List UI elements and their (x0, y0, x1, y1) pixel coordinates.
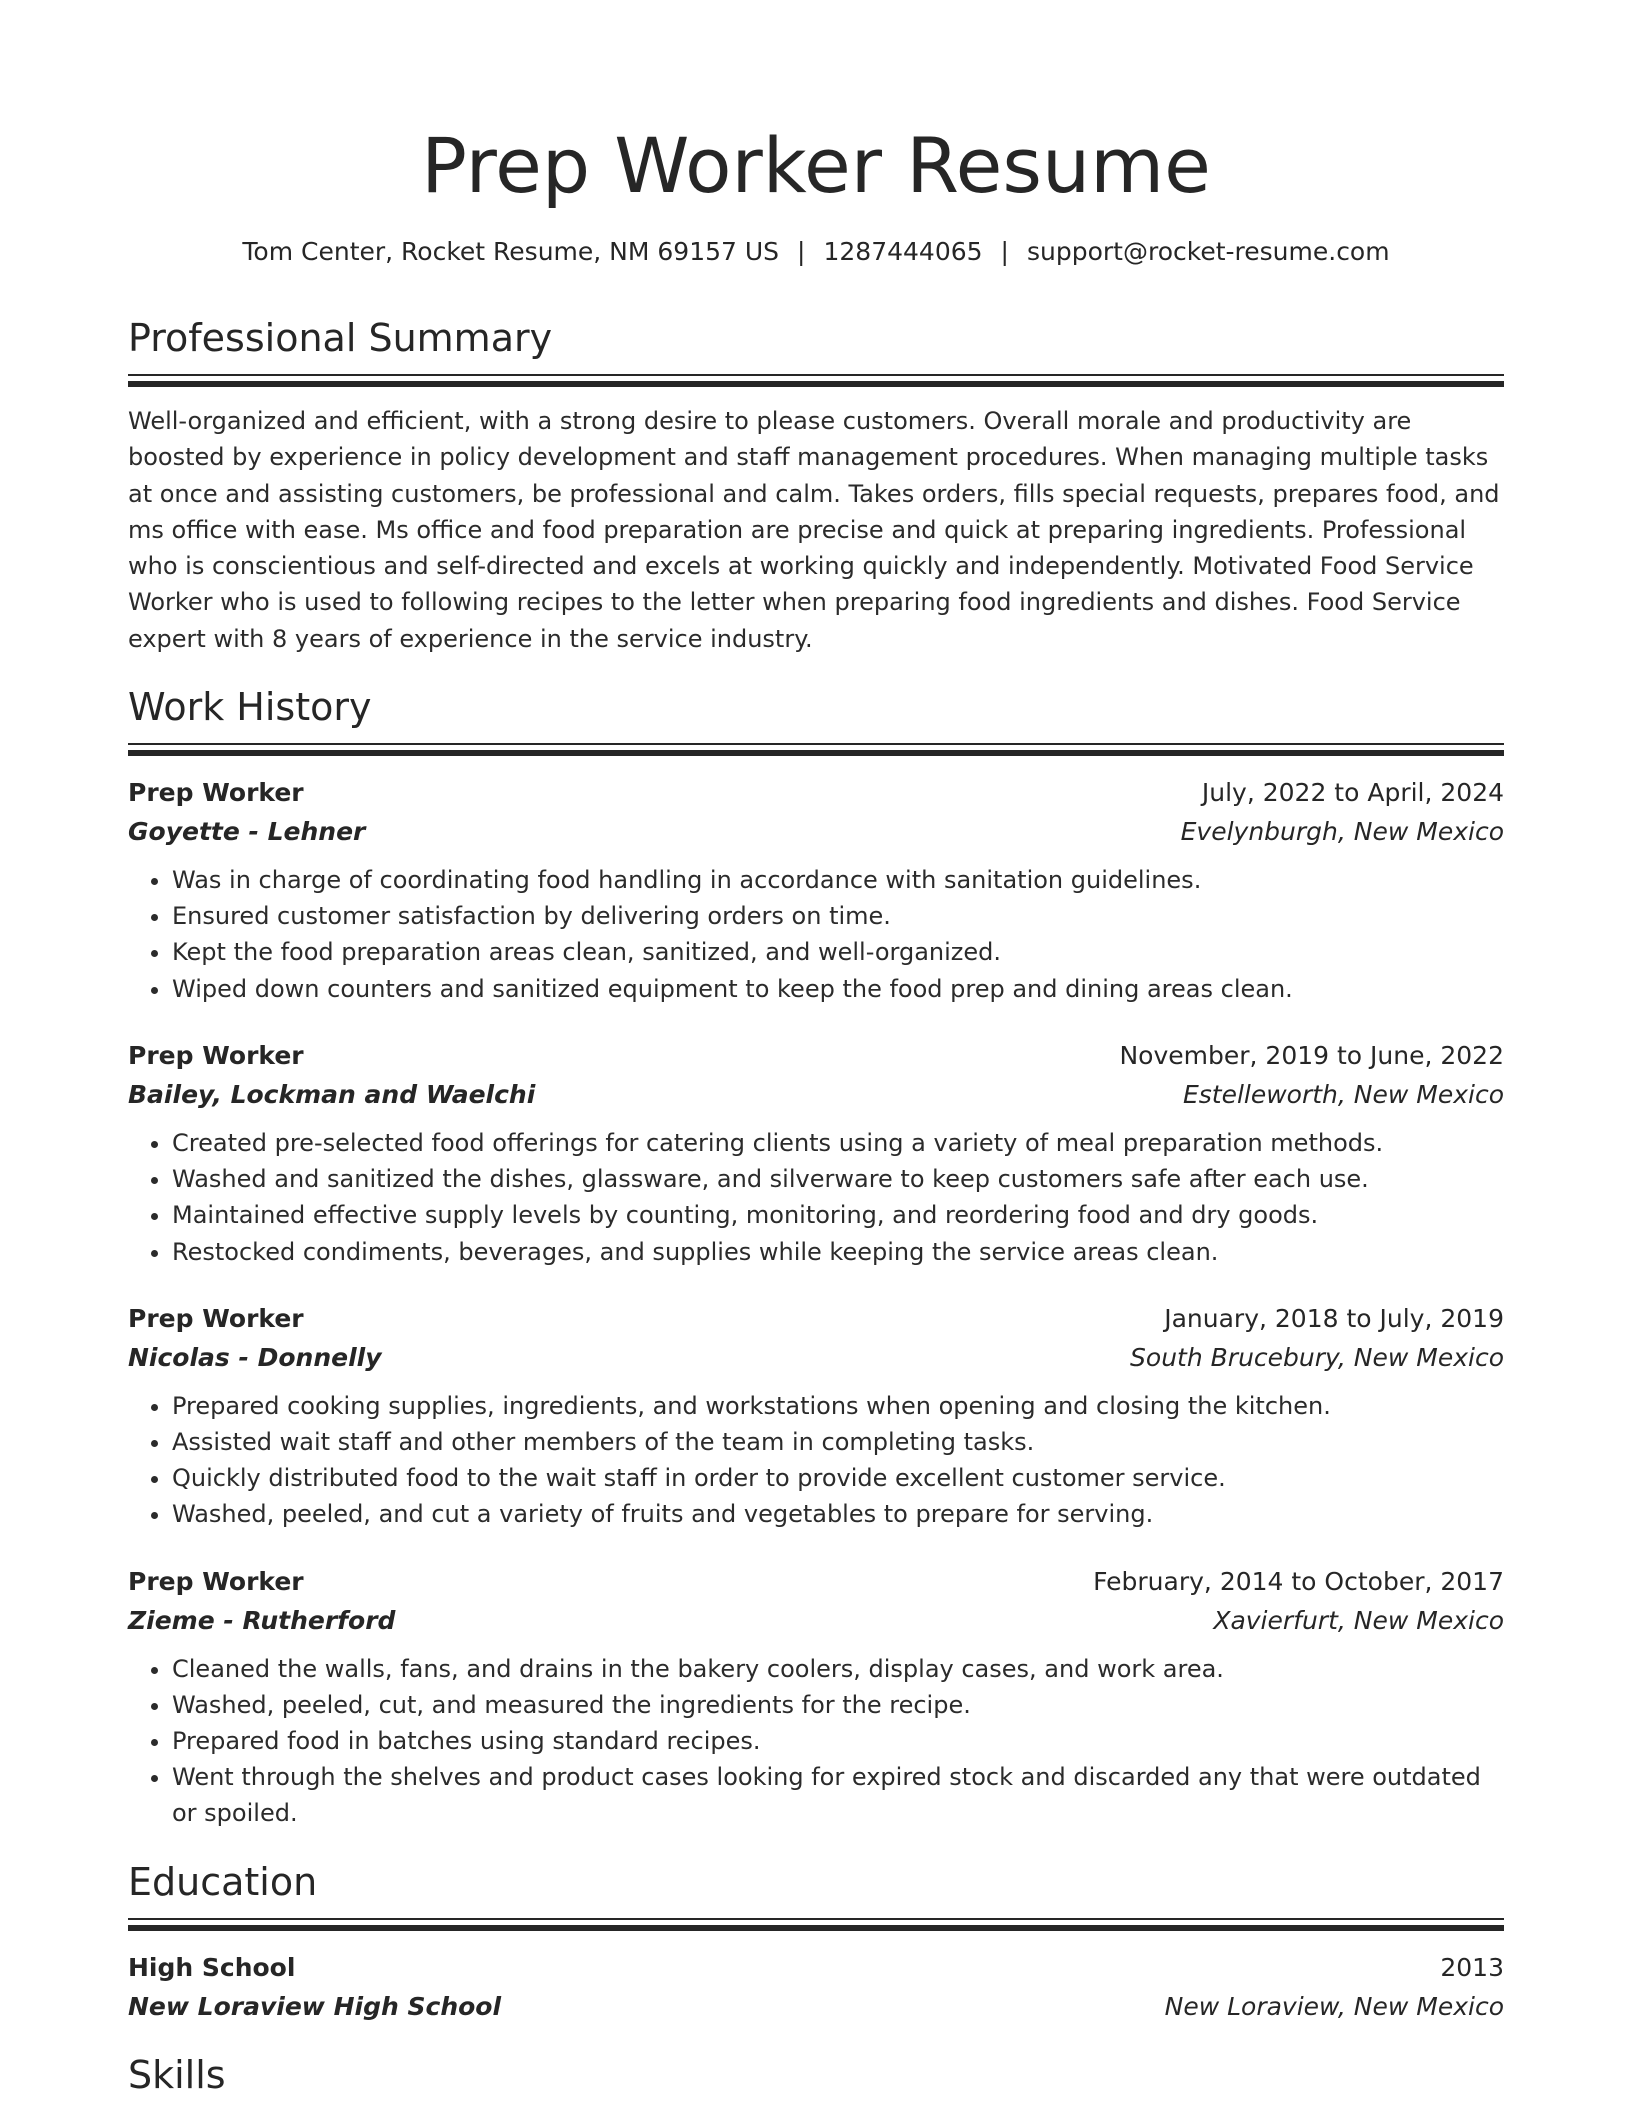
job-company: Zieme - Rutherford (128, 1605, 396, 1635)
job-bullet: • Was in charge of coordinating food handling in accordance with sanitation guidelines. (172, 862, 1504, 898)
job-dates: January, 2018 to July, 2019 (1164, 1303, 1504, 1333)
education-entry (128, 1949, 1504, 2027)
job-bullet: • Quickly distributed food to the wait staff in order to provide excellent customer service. (172, 1460, 1504, 1496)
education-school: New Loraview High School (128, 1991, 502, 2021)
contact-separator: | (797, 237, 806, 266)
education-location: New Loraview, New Mexico (1164, 1991, 1504, 2021)
job-bullets (128, 862, 1504, 1007)
job-role: Prep Worker (128, 1040, 304, 1070)
job-bullet: • Ensured customer satisfaction by delivering orders on time. (172, 898, 1504, 934)
section-rule (128, 743, 1504, 756)
job-entry (128, 1300, 1504, 1533)
job-bullet: • Maintained effective supply levels by counting, monitoring, and reordering food and dry goods. (172, 1197, 1504, 1233)
job-bullet: • Wiped down counters and sanitized equipment to keep the food prep and dining areas clean. (172, 971, 1504, 1007)
job-bullet: • Washed and sanitized the dishes, glassware, and silverware to keep customers safe after each use. (172, 1161, 1504, 1197)
job-bullet: • Cleaned the walls, fans, and drains in the bakery coolers, display cases, and work area. (172, 1651, 1504, 1687)
job-bullet: • Went through the shelves and product cases looking for expired stock and discarded any that were outdated or spoiled. (172, 1759, 1504, 1831)
job-bullet: • Assisted wait staff and other members of the team in completing tasks. (172, 1424, 1504, 1460)
job-role: Prep Worker (128, 1566, 304, 1596)
job-bullet: • Washed, peeled, and cut a variety of fruits and vegetables to prepare for serving. (172, 1496, 1504, 1532)
job-bullet: • Prepared food in batches using standard recipes. (172, 1723, 1504, 1759)
summary-text: Well-organized and efficient, with a strong desire to please customers. Overall morale and productivity are boosted by experience in policy development and staff management procedures. When managing multiple tasks at once and assisting customers, be professional and calm. Takes orders, fills special requests, prepares food, and ms office with ease. Ms office and food preparation are precise and quick at preparing ingredients. Professional who is conscientious and self-directed and excels at working quickly and independently. Motivated Food Service Worker who is used to following recipes to the letter when preparing food ingredients and dishes. Food Service expert with 8 years of experience in the service industry. (128, 407, 1500, 653)
job-location: Evelynburgh, New Mexico (1180, 817, 1504, 847)
job-entry (128, 1563, 1504, 1832)
job-company: Nicolas - Donnelly (128, 1342, 382, 1372)
job-dates: February, 2014 to October, 2017 (1093, 1566, 1504, 1596)
job-bullet: • Prepared cooking supplies, ingredients, and workstations when opening and closing the kitchen. (172, 1388, 1504, 1424)
job-location: Xavierfurt, New Mexico (1213, 1605, 1504, 1635)
job-entry (128, 774, 1504, 1007)
resume-page (128, 118, 1504, 2099)
job-bullets (128, 1651, 1504, 1832)
skills-heading: Skills (128, 2052, 226, 2097)
education-year: 2013 (1440, 1952, 1504, 1982)
job-location: Estelleworth, New Mexico (1182, 1079, 1504, 1109)
job-company: Goyette - Lehner (128, 817, 366, 847)
job-role: Prep Worker (128, 778, 304, 808)
education-heading: Education (128, 1859, 318, 1904)
contact-line (128, 234, 1504, 270)
section-rule (128, 374, 1504, 387)
job-location: South Brucebury, New Mexico (1130, 1342, 1504, 1372)
job-bullet: • Washed, peeled, cut, and measured the ingredients for the recipe. (172, 1687, 1504, 1723)
job-entry (128, 1037, 1504, 1270)
job-bullets (128, 1388, 1504, 1533)
resume-title: Prep Worker Resume (421, 121, 1211, 210)
contact-separator: | (1000, 237, 1009, 266)
job-bullet: • Restocked condiments, beverages, and supplies while keeping the service areas clean. (172, 1234, 1504, 1270)
contact-email: support@rocket-resume.com (1026, 237, 1390, 266)
work-history-heading: Work History (128, 685, 372, 730)
contact-address: Tom Center, Rocket Resume, NM 69157 US (242, 237, 780, 266)
job-dates: July, 2022 to April, 2024 (1201, 778, 1504, 808)
job-dates: November, 2019 to June, 2022 (1119, 1040, 1504, 1070)
job-bullets (128, 1125, 1504, 1270)
contact-phone: 1287444065 (823, 237, 983, 266)
summary-heading: Professional Summary (128, 316, 553, 360)
education-degree: High School (128, 1952, 296, 1982)
job-role: Prep Worker (128, 1303, 304, 1333)
job-bullet: • Created pre-selected food offerings for catering clients using a variety of meal preparation methods. (172, 1125, 1504, 1161)
job-company: Bailey, Lockman and Waelchi (128, 1079, 536, 1109)
job-bullet: • Kept the food preparation areas clean, sanitized, and well-organized. (172, 934, 1504, 970)
section-rule (128, 1918, 1504, 1931)
